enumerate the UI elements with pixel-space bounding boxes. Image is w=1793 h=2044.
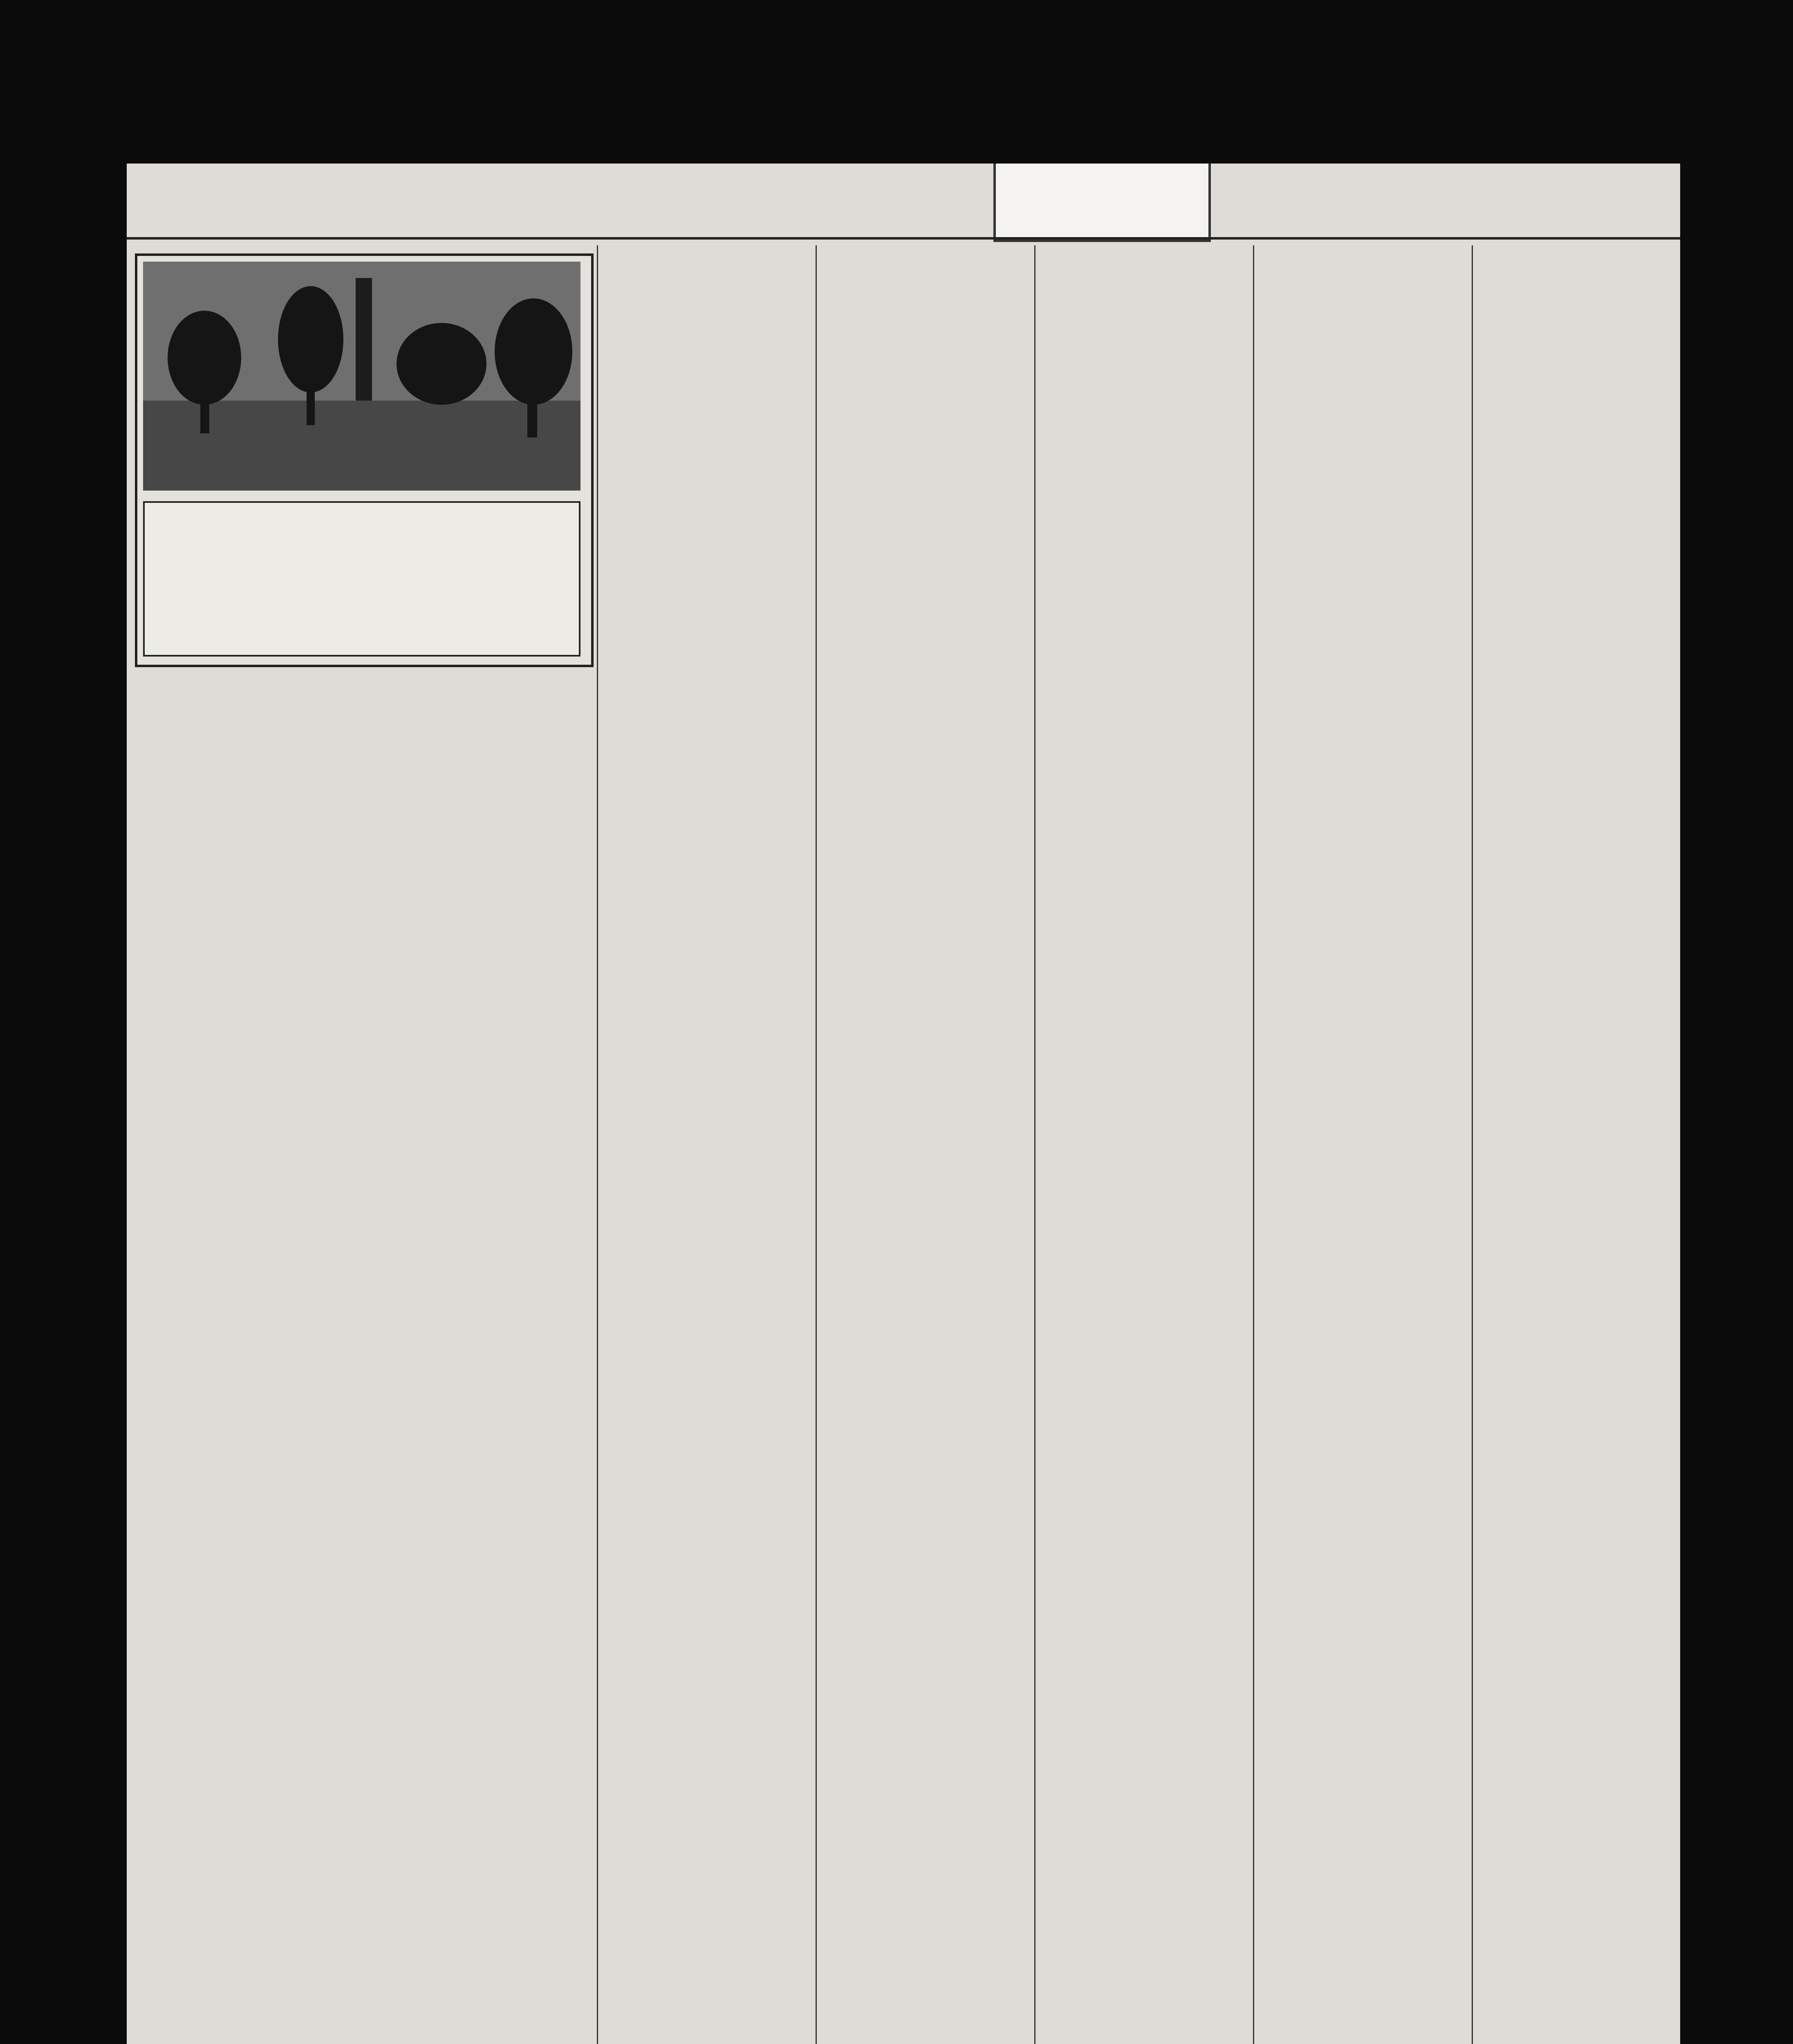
tree-trunk bbox=[527, 384, 537, 437]
newspaper-page bbox=[127, 164, 1680, 2044]
column-rule bbox=[1034, 245, 1035, 2044]
church-tower bbox=[356, 278, 372, 401]
column-4 bbox=[1040, 245, 1249, 2044]
tree-trunk bbox=[307, 380, 315, 425]
tree-shape bbox=[397, 323, 486, 405]
header-rule bbox=[127, 237, 1680, 240]
column-rule bbox=[1253, 245, 1254, 2044]
column-rule bbox=[597, 245, 598, 2044]
column-rule bbox=[1472, 245, 1473, 2044]
column-6 bbox=[1478, 245, 1676, 2044]
flood-illustration bbox=[143, 262, 580, 491]
tree-trunk bbox=[200, 384, 209, 433]
film-perforations-top bbox=[0, 12, 1793, 29]
banner bbox=[135, 253, 594, 667]
banner-title bbox=[143, 501, 580, 657]
column-2 bbox=[603, 245, 811, 2044]
tree-shape bbox=[278, 286, 343, 392]
column-3 bbox=[822, 245, 1030, 2044]
column-rule bbox=[816, 245, 817, 2044]
column-5 bbox=[1259, 245, 1468, 2044]
